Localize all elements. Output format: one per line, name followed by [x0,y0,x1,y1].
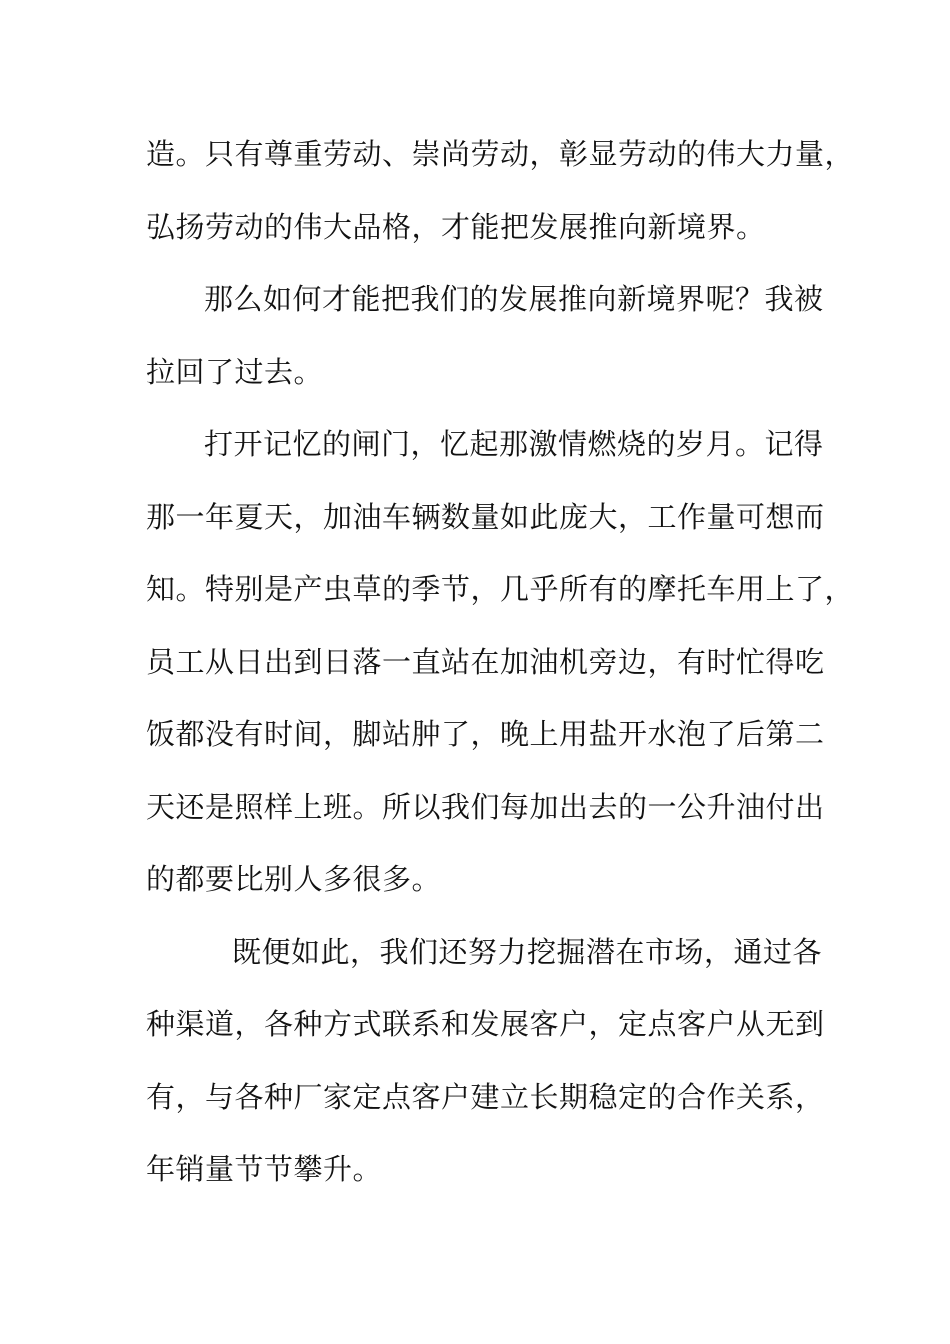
text-line-12: 既便如此，我们还努力挖掘潜在市场，通过各 [232,934,823,969]
text-line-8: 员工从日出到日落一直站在加油机旁边，有时忙得吃 [146,644,825,679]
text-line-6: 那一年夏天，加油车辆数量如此庞大，工作量可想而 [146,499,825,534]
text-line-3: 那么如何才能把我们的发展推向新境界呢？我被 [204,282,824,316]
text-line-7: 知。特别是产虫草的季节，几乎所有的摩托车用上了， [146,572,855,606]
text-line-9: 饭都没有时间，脚站肿了，晚上用盐开水泡了后第二 [146,717,825,751]
text-line-1: 造。只有尊重劳动、崇尚劳动，彰显劳动的伟大力量， [146,137,855,171]
text-line-2: 弘扬劳动的伟大品格，才能把发展推向新境界。 [146,209,766,244]
text-line-14: 有，与各种厂家定点客户建立长期稳定的合作关系， [146,1079,825,1114]
text-line-10: 天还是照样上班。所以我们每加出去的一公升油付出 [146,789,825,824]
text-line-15: 年销量节节攀升。 [146,1152,383,1186]
text-line-13: 种渠道，各种方式联系和发展客户，定点客户从无到 [146,1007,825,1041]
text-line-4: 拉回了过去。 [146,354,324,389]
document-body [146,126,855,1214]
text-line-11: 的都要比别人多很多。 [146,862,442,896]
text-line-5: 打开记忆的闸门，忆起那激情燃烧的岁月。记得 [204,427,824,461]
